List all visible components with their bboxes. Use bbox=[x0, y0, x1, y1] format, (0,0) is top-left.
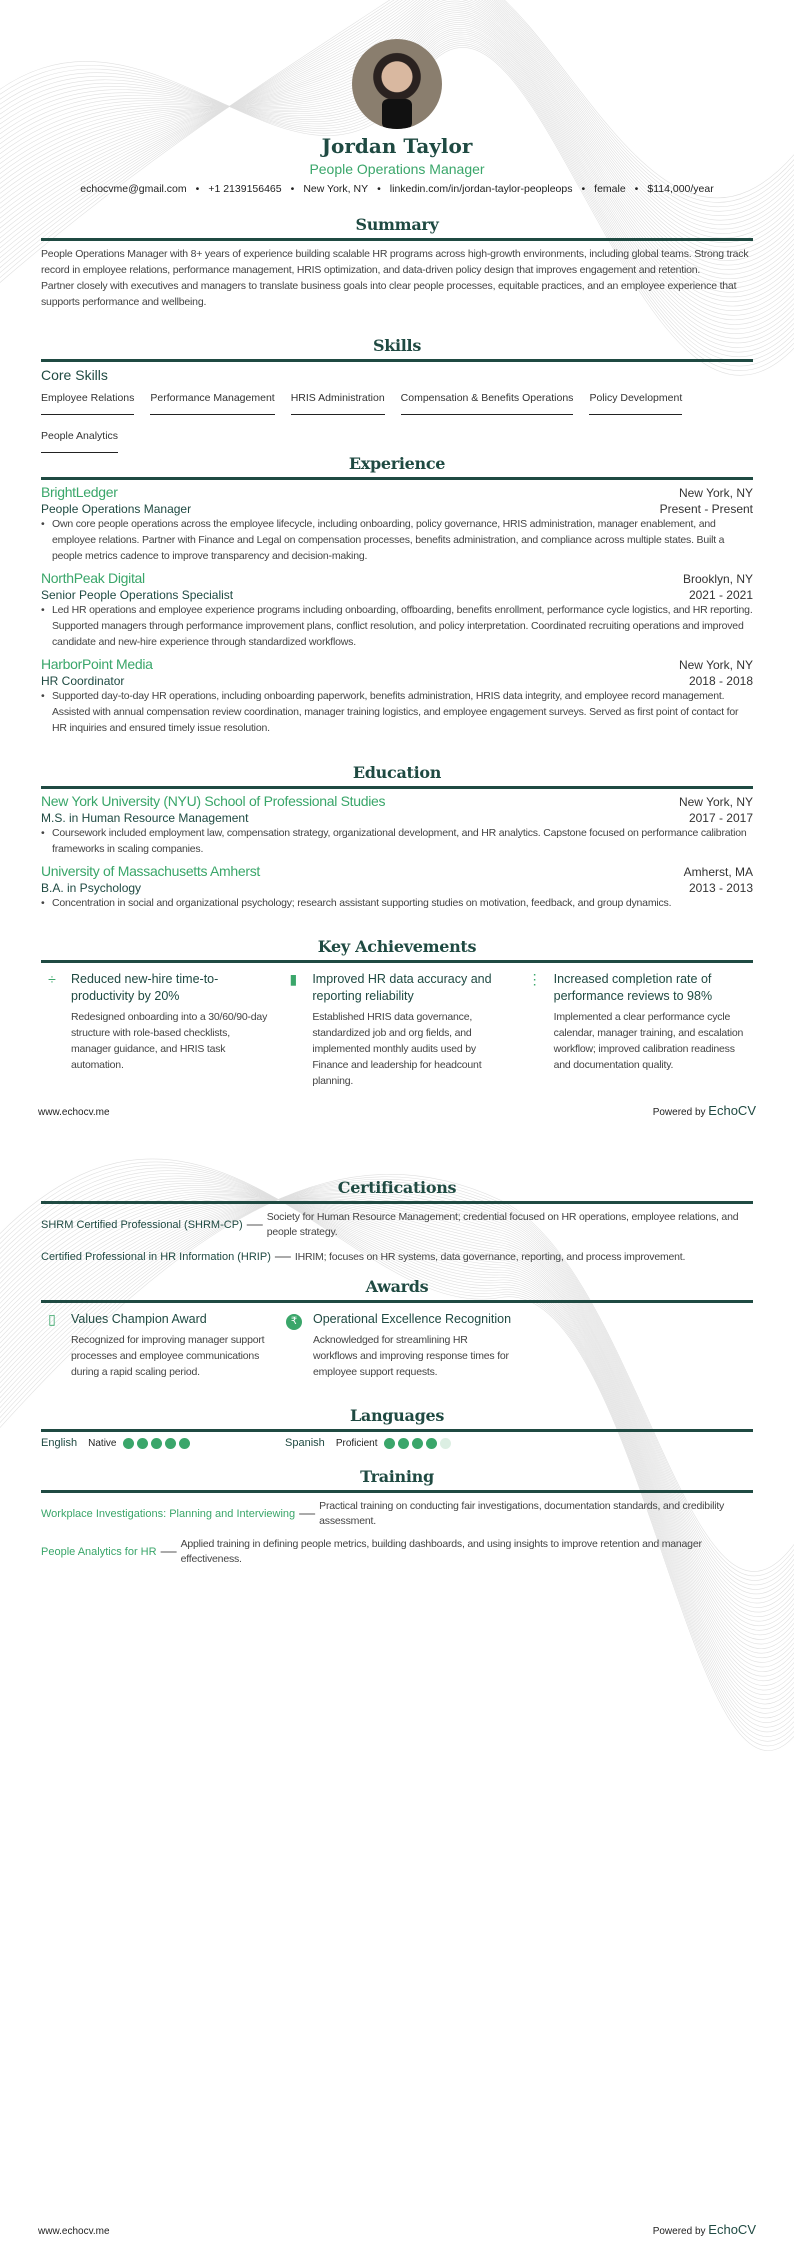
summary-section bbox=[41, 215, 753, 310]
rupee-icon: ₹ bbox=[283, 1311, 305, 1380]
candidate-name: Jordan Taylor bbox=[321, 134, 473, 158]
school-name: New York University (NYU) School of Professional Studies bbox=[41, 793, 386, 809]
section-heading: Training bbox=[360, 1467, 434, 1486]
achievement-card-title: Increased completion rate of performance reviews to 98% bbox=[553, 972, 713, 1003]
training-item: Workplace Investigations: Planning and Interviewing — Practical training on conducting fair investigations, documentation standards, and credibility assessment. bbox=[41, 1499, 753, 1529]
job-title: Senior People Operations Specialist bbox=[41, 588, 234, 602]
training-item-description: Practical training on conducting fair investigations, documentation standards, and credibility assessment. bbox=[319, 1500, 725, 1527]
separator-dot: • bbox=[195, 183, 200, 195]
company-name: NorthPeak Digital bbox=[41, 570, 145, 586]
section-heading: Languages bbox=[349, 1406, 445, 1425]
company-name: BrightLedger bbox=[41, 484, 118, 500]
file-icon: ▮ bbox=[289, 971, 298, 987]
section-heading: Key Achievements bbox=[317, 937, 477, 956]
contact-item: +1 2139156465 bbox=[208, 183, 282, 195]
achievement-card-title: Improved HR data accuracy and reporting reliability bbox=[312, 972, 492, 1003]
rating-dot bbox=[440, 1438, 451, 1449]
section-heading: Awards bbox=[365, 1277, 429, 1296]
job-dates: Present - Present bbox=[659, 502, 753, 516]
contact-item: female bbox=[594, 183, 626, 195]
job-location: Brooklyn, NY bbox=[682, 572, 753, 586]
education-dates: 2013 - 2013 bbox=[688, 881, 753, 895]
skill-tag: Compensation & Benefits Operations bbox=[401, 392, 574, 415]
section-divider bbox=[41, 238, 753, 241]
experience-item bbox=[41, 656, 753, 736]
skill-tag: HRIS Administration bbox=[291, 392, 385, 415]
rating-dot bbox=[179, 1438, 190, 1449]
section-divider bbox=[41, 1429, 753, 1432]
experience-item bbox=[41, 570, 753, 650]
language-level: Proficient bbox=[335, 1438, 378, 1449]
achievement-card bbox=[282, 971, 511, 1089]
certification-item: Certified Professional in HR Information (HRIP) — IHRIM; focuses on HR systems, data governance, reporting, and process improvement. bbox=[41, 1248, 686, 1265]
education-bullet: • Concentration in social and organizational psychology; research assistant supporting studies on motivation, feedback, and group dynamics. bbox=[41, 895, 753, 911]
rating-dot bbox=[384, 1438, 395, 1449]
separator-dot: • bbox=[290, 183, 295, 195]
award-card-text: Acknowledged for streamlining HR workflows and improving response times for employee support requests. bbox=[313, 1334, 509, 1378]
job-location: New York, NY bbox=[678, 486, 753, 500]
skills-section bbox=[41, 336, 753, 464]
company-name: HarborPoint Media bbox=[41, 656, 153, 672]
achievement-card bbox=[524, 971, 753, 1089]
job-bullet: • Own core people operations across the employee lifecycle, including onboarding, policy governance, HRIS administration, manager enablement, and employee relations. Partner with Finance and Legal on compensation processes, benefits administration, and compliance across multiple states. Built a people metrics cadence to improve transparency and decision-making. bbox=[41, 516, 753, 564]
separator-dot: • bbox=[634, 183, 639, 195]
achievement-card-text: Implemented a clear performance cycle calendar, manager training, and escalation workflow; improved calibration readiness and documentation quality. bbox=[553, 1011, 744, 1071]
rating-dot bbox=[123, 1438, 134, 1449]
school-location: Amherst, MA bbox=[683, 865, 753, 879]
achievement-card-title: Reduced new-hire time-to-productivity by 20% bbox=[71, 972, 219, 1003]
contact-item: echocvme@gmail.com bbox=[80, 183, 187, 195]
training-section bbox=[41, 1467, 753, 1575]
certification-item-description: IHRIM; focuses on HR systems, data governance, reporting, and process improvement. bbox=[294, 1250, 686, 1263]
rating-dot bbox=[398, 1438, 409, 1449]
training-item-name: People Analytics for HR bbox=[41, 1546, 157, 1558]
job-bullet: • Led HR operations and employee experience programs including onboarding, offboarding, benefits enrollment, performance cycle logistics, and HR reporting. Supported managers through performance improvement plans, conflict resolution, and policy interpretation. Coordinated recruiting operations and improved candidate and new-hire experience through standardized workflows. bbox=[41, 602, 753, 650]
experience-item bbox=[41, 484, 753, 564]
certification-item: SHRM Certified Professional (SHRM-CP) — Society for Human Resource Management; credential focused on HR operations, employee relations, and people strategy. bbox=[41, 1210, 753, 1240]
section-divider bbox=[41, 960, 753, 963]
language-name: English bbox=[41, 1437, 78, 1449]
divide-icon: ÷ bbox=[48, 971, 56, 987]
training-item: People Analytics for HR — Applied training in defining people metrics, building dashboards, and using insights to improve retention and manager effectiveness. bbox=[41, 1537, 753, 1567]
job-dates: 2021 - 2021 bbox=[688, 588, 753, 602]
section-divider bbox=[41, 359, 753, 362]
footer-powered-by: Powered by EchoCV bbox=[652, 2222, 756, 2237]
experience-section bbox=[41, 454, 753, 742]
section-divider bbox=[41, 1300, 753, 1303]
language-item bbox=[285, 1437, 529, 1449]
job-location: New York, NY bbox=[678, 658, 753, 672]
page-footer bbox=[38, 2222, 756, 2237]
award-card-title: Values Champion Award bbox=[71, 1312, 207, 1326]
contact-line bbox=[41, 183, 753, 195]
award-card-text: Recognized for improving manager support processes and employee communications during a rapid scaling period. bbox=[71, 1334, 265, 1378]
certification-item-name: SHRM Certified Professional (SHRM-CP) bbox=[41, 1219, 243, 1231]
ellipsis-vertical-icon: ⋮ bbox=[527, 971, 542, 987]
language-level: Native bbox=[88, 1438, 117, 1449]
section-heading: Summary bbox=[355, 215, 439, 234]
contact-item: New York, NY bbox=[303, 183, 369, 195]
contact-item: $114,000/year bbox=[647, 183, 714, 195]
summary-paragraph: Partner closely with executives and managers to translate business goals into clear people processes, equitable practices, and an employee experience that supports performance and wellbeing. bbox=[41, 280, 737, 308]
training-item-name: Workplace Investigations: Planning and Interviewing bbox=[41, 1508, 296, 1520]
section-divider bbox=[41, 1201, 753, 1204]
education-dates: 2017 - 2017 bbox=[688, 811, 753, 825]
rating-dot bbox=[151, 1438, 162, 1449]
achievement-card-text: Established HRIS data governance, standardized job and org fields, and implemented monthly audits used by Finance and leadership for headcount planning. bbox=[312, 1011, 482, 1087]
achievements-section bbox=[41, 937, 753, 1089]
job-title: People Operations Manager bbox=[41, 502, 192, 516]
section-heading: Certifications bbox=[337, 1178, 457, 1197]
job-dates: 2018 - 2018 bbox=[688, 674, 753, 688]
school-name: University of Massachusetts Amherst bbox=[41, 863, 261, 879]
education-bullet: • Coursework included employment law, compensation strategy, organizational development, and HR analytics. Capstone focused on performance calibration frameworks in scaling companies. bbox=[41, 825, 753, 857]
section-divider bbox=[41, 477, 753, 480]
training-item-description: Applied training in defining people metrics, building dashboards, and using insights to improve retention and manager effectiveness. bbox=[180, 1538, 702, 1565]
separator-dot: • bbox=[581, 183, 586, 195]
award-card bbox=[41, 1311, 271, 1380]
skill-tag: People Analytics bbox=[41, 430, 118, 453]
job-bullet: • Supported day-to-day HR operations, including onboarding paperwork, benefits administration, HRIS data integrity, and employee record management. Assisted with annual compensation review coordination, manager training logistics, and employee engagement surveys. Served as first point of contact for HR inquiries and ensured timely issue resolution. bbox=[41, 688, 753, 736]
school-location: New York, NY bbox=[678, 795, 753, 809]
mobile-icon: ▯ bbox=[48, 1311, 56, 1327]
rating-dot bbox=[137, 1438, 148, 1449]
skill-tag: Performance Management bbox=[150, 392, 274, 415]
award-card bbox=[283, 1311, 513, 1380]
achievement-card bbox=[41, 971, 270, 1089]
page-footer bbox=[38, 1103, 756, 1118]
education-item bbox=[41, 863, 753, 911]
job-title: HR Coordinator bbox=[41, 674, 125, 688]
section-divider bbox=[41, 786, 753, 789]
skill-tag: Policy Development bbox=[589, 392, 682, 415]
section-divider bbox=[41, 1490, 753, 1493]
languages-section bbox=[41, 1406, 753, 1449]
rating-dot bbox=[412, 1438, 423, 1449]
award-card-title: Operational Excellence Recognition bbox=[313, 1312, 512, 1326]
certification-item-name: Certified Professional in HR Information (HRIP) bbox=[41, 1251, 271, 1263]
education-section bbox=[41, 763, 753, 917]
footer-site-link[interactable]: www.echocv.me bbox=[38, 1107, 110, 1118]
language-item bbox=[41, 1437, 285, 1449]
certification-item-description: Society for Human Resource Management; credential focused on HR operations, employee relations, and people strategy. bbox=[266, 1211, 739, 1238]
rating-dot bbox=[426, 1438, 437, 1449]
rating-dot bbox=[165, 1438, 176, 1449]
skill-group-title: Core Skills bbox=[41, 367, 108, 383]
contact-item[interactable]: linkedin.com/in/jordan-taylor-peopleops bbox=[389, 183, 573, 195]
footer-powered-by: Powered by EchoCV bbox=[652, 1103, 756, 1118]
degree: B.A. in Psychology bbox=[41, 881, 142, 895]
awards-section bbox=[41, 1277, 753, 1380]
summary-paragraph: People Operations Manager with 8+ years of experience building scalable HR programs across high-growth environments, including global teams. Strong track record in employee relations, performance management, HRIS optimization, and data-driven policy design that improves engagement and retention. bbox=[41, 248, 749, 276]
section-heading: Education bbox=[352, 763, 442, 782]
language-name: Spanish bbox=[285, 1437, 325, 1449]
achievement-card-text: Redesigned onboarding into a 30/60/90-day structure with role-based checklists, manager guidance, and HRIS task automation. bbox=[71, 1011, 268, 1071]
certifications-section bbox=[41, 1178, 753, 1274]
candidate-title: People Operations Manager bbox=[309, 161, 485, 177]
education-item bbox=[41, 793, 753, 857]
profile-photo bbox=[352, 39, 442, 129]
degree: M.S. in Human Resource Management bbox=[41, 811, 249, 825]
skill-tag: Employee Relations bbox=[41, 392, 134, 415]
section-heading: Experience bbox=[348, 454, 446, 473]
section-heading: Skills bbox=[372, 336, 422, 355]
separator-dot: • bbox=[377, 183, 381, 195]
footer-site-link[interactable]: www.echocv.me bbox=[38, 2226, 110, 2237]
